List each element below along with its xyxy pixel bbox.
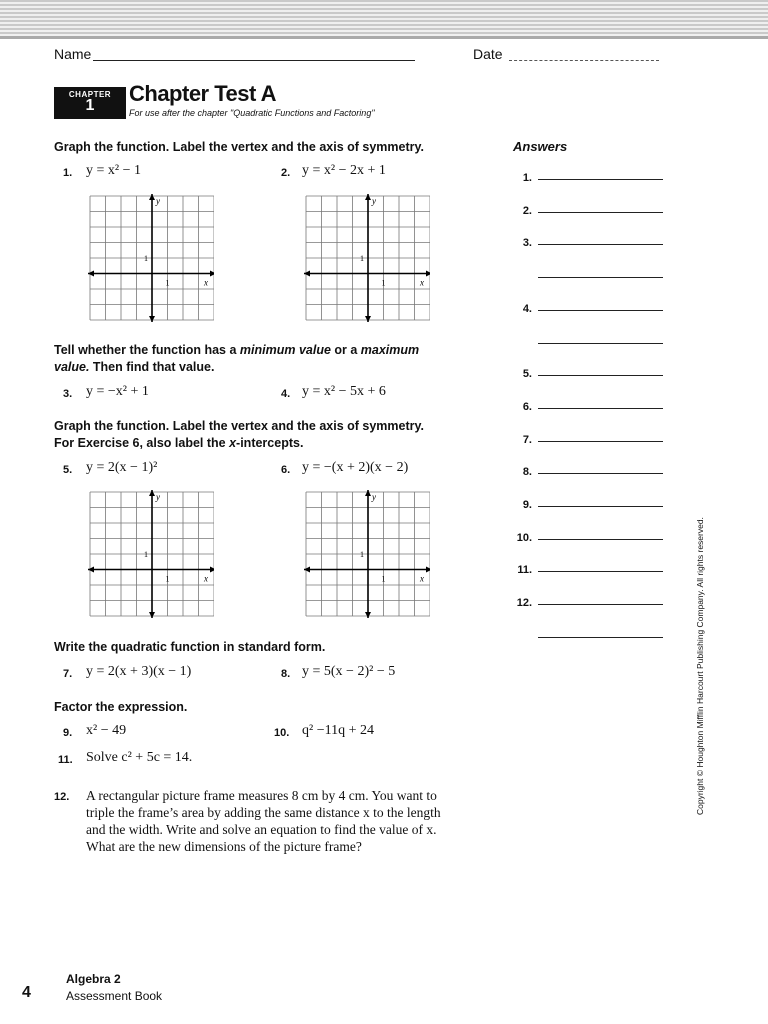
- tick-label-x: 1: [165, 278, 170, 288]
- problem-expression: y = 2(x + 3)(x − 1): [86, 664, 192, 679]
- coordinate-grid[interactable]: [304, 490, 430, 620]
- x-axis-arrow: [210, 567, 214, 573]
- tick-label-y: 1: [144, 550, 148, 559]
- problem-expression: y = x² − 5x + 6: [302, 384, 386, 399]
- x-axis-arrow: [210, 271, 214, 277]
- instruction-standard-form: Write the quadratic function in standard form.: [54, 640, 326, 654]
- answer-number: 7.: [522, 434, 532, 446]
- instruction-factor: Factor the expression.: [54, 700, 188, 714]
- instr-text: value.: [54, 360, 90, 374]
- tick-label-y: 1: [360, 254, 364, 263]
- problem-number: 4.: [281, 388, 291, 400]
- tick-label-x: 1: [381, 278, 386, 288]
- answer-number: 10.: [516, 532, 532, 544]
- answer-line[interactable]: [538, 244, 663, 245]
- x-axis-label: x: [204, 277, 208, 288]
- problem-number: 12.: [54, 791, 70, 803]
- answer-line[interactable]: [538, 539, 663, 540]
- instr-text: Graph the function. Label the vertex and the axis of symmetry.: [54, 419, 424, 433]
- problem-number: 10.: [274, 727, 290, 739]
- page-number: 4: [22, 984, 31, 1001]
- instruction-graph: Graph the function. Label the vertex and the axis of symmetry.: [54, 140, 424, 154]
- instr-text: maximum: [360, 343, 420, 357]
- answer-number: 11.: [517, 564, 532, 576]
- answers-heading: Answers: [513, 139, 568, 154]
- word-problem: [86, 787, 486, 855]
- name-label: Name: [54, 46, 92, 62]
- x-axis-arrow: [426, 567, 430, 573]
- coordinate-grid[interactable]: [304, 194, 430, 324]
- instr-text: Then find that value.: [89, 360, 215, 374]
- answer-line[interactable]: [538, 637, 663, 638]
- y-axis-label: y: [372, 196, 376, 206]
- problem-number: 9.: [63, 727, 73, 739]
- instr-text: For Exercise 6, also label the: [54, 436, 230, 450]
- problem-expression: y = −(x + 2)(x − 2): [302, 460, 409, 475]
- problem-expression: y = −x² + 1: [86, 384, 149, 399]
- problem-number: 2.: [281, 167, 291, 179]
- y-axis-label: y: [372, 492, 376, 502]
- chapter-badge: [54, 87, 126, 119]
- problem-expression: Solve c² + 5c = 14.: [86, 750, 193, 765]
- answer-number: 2.: [522, 205, 532, 217]
- instr-text: x: [229, 436, 237, 450]
- answer-line[interactable]: [538, 343, 663, 344]
- page-title: Chapter Test A: [129, 81, 277, 106]
- problem-expression: y = x² − 2x + 1: [302, 163, 386, 178]
- y-axis-arrow: [149, 316, 155, 322]
- book-title: Algebra 2: [66, 972, 121, 986]
- instr-text: or a: [330, 343, 361, 357]
- answer-number: 12.: [516, 597, 532, 609]
- instruction-graph-intercepts: [54, 418, 424, 452]
- date-field[interactable]: [509, 60, 659, 61]
- instruction-min-max: [54, 342, 494, 376]
- x-axis-label: x: [420, 573, 424, 584]
- tick-label-x: 1: [165, 574, 170, 584]
- answer-number: 3.: [522, 237, 532, 249]
- problem-number: 6.: [281, 464, 291, 476]
- answer-line[interactable]: [538, 571, 663, 572]
- header-stripes: [0, 0, 768, 36]
- problem-number: 7.: [63, 668, 73, 680]
- x-axis-arrow: [304, 271, 310, 277]
- y-axis-arrow: [149, 194, 155, 200]
- instr-text: Tell whether the function has a: [54, 343, 240, 357]
- answer-line[interactable]: [538, 441, 663, 442]
- answer-line[interactable]: [538, 506, 663, 507]
- problem-expression: y = 2(x − 1)²: [86, 460, 158, 475]
- problem-expression: y = x² − 1: [86, 163, 141, 178]
- problem-number: 5.: [63, 464, 73, 476]
- answer-line[interactable]: [538, 375, 663, 376]
- instr-text: minimum value: [239, 343, 331, 357]
- y-axis-arrow: [365, 194, 371, 200]
- instr-text: -intercepts.: [236, 436, 304, 450]
- x-axis-arrow: [426, 271, 430, 277]
- y-axis-arrow: [365, 612, 371, 618]
- problem-number: 1.: [63, 167, 73, 179]
- name-field[interactable]: [93, 60, 415, 61]
- y-axis-arrow: [365, 490, 371, 496]
- answer-number: 5.: [522, 368, 532, 380]
- problem-expression: x² − 49: [86, 723, 127, 738]
- book-subtitle: Assessment Book: [66, 989, 163, 1003]
- date-label: Date: [473, 46, 503, 62]
- answer-number: 6.: [522, 401, 532, 413]
- tick-label-y: 1: [144, 254, 148, 263]
- answer-number: 1.: [522, 172, 532, 184]
- y-axis-arrow: [149, 612, 155, 618]
- x-axis-arrow: [304, 567, 310, 573]
- x-axis-arrow: [88, 271, 94, 277]
- problem-number: 8.: [281, 668, 291, 680]
- y-axis-label: y: [156, 196, 160, 206]
- answer-line[interactable]: [538, 604, 663, 605]
- coordinate-grid[interactable]: [88, 194, 214, 324]
- answer-number: 9.: [522, 499, 532, 511]
- answer-line[interactable]: [538, 310, 663, 311]
- x-axis-label: x: [420, 277, 424, 288]
- tick-label-y: 1: [360, 550, 364, 559]
- page-subtitle: For use after the chapter "Quadratic Functions and Factoring": [129, 108, 375, 118]
- copyright-notice: Copyright © Houghton Mifflin Harcourt Publishing Company. All rights reserved.: [695, 517, 705, 815]
- tick-label-x: 1: [381, 574, 386, 584]
- word-problem-line: triple the frame’s area by adding the same distance x to the length: [86, 805, 441, 820]
- x-axis-label: x: [204, 573, 208, 584]
- answer-line[interactable]: [538, 277, 663, 278]
- word-problem-line: What are the new dimensions of the picture frame?: [86, 839, 362, 854]
- chapter-label: CHAPTER: [68, 90, 112, 99]
- y-axis-arrow: [365, 316, 371, 322]
- problem-number: 3.: [63, 388, 73, 400]
- problem-expression: q² −11q + 24: [302, 723, 374, 738]
- word-problem-line: and the width. Write and solve an equation to find the value of x.: [86, 822, 437, 837]
- answer-line[interactable]: [538, 179, 663, 180]
- answer-line[interactable]: [538, 408, 663, 409]
- answer-number: 8.: [522, 466, 532, 478]
- answer-line[interactable]: [538, 473, 663, 474]
- coordinate-grid[interactable]: [88, 490, 214, 620]
- y-axis-arrow: [149, 490, 155, 496]
- problem-expression: y = 5(x − 2)² − 5: [302, 664, 396, 679]
- problem-number: 11.: [58, 754, 73, 766]
- y-axis-label: y: [156, 492, 160, 502]
- answer-number: 4.: [522, 303, 532, 315]
- chapter-number: 1: [85, 97, 95, 114]
- x-axis-arrow: [88, 567, 94, 573]
- word-problem-line: A rectangular picture frame measures 8 cm by 4 cm. You want to: [86, 788, 437, 803]
- answer-line[interactable]: [538, 212, 663, 213]
